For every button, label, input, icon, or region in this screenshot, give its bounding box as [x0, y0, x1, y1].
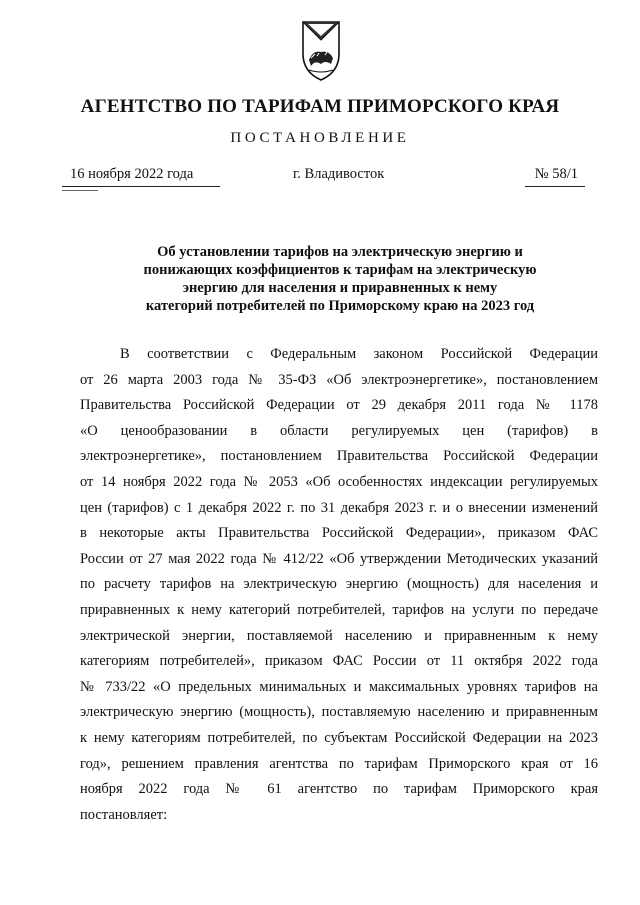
document-city: г. Владивосток: [293, 166, 385, 182]
body-line: от 14 ноября 2022 года № 2053 «Об особенностях индексации регулируемых: [80, 473, 598, 490]
body-line: по расчету тарифов на электрическую энергию (мощность) для населения и: [80, 576, 598, 593]
body-line: Правительства Российской Федерации от 29 декабря 2011 года № 1178: [80, 397, 598, 414]
body-line: электрической энергии, поставляемой населению и приравненным к нему: [80, 627, 598, 644]
number-underline: [525, 186, 585, 187]
body-line: «О ценообразовании в области регулируемых цен (тарифов) в: [80, 422, 598, 439]
body-line: приравненных к нему категорий потребителей, тарифов на услуги по передаче: [80, 601, 598, 618]
title-line: понижающих коэффициентов к тарифам на электрическую: [143, 262, 537, 278]
body-line: от 26 марта 2003 года № 35-ФЗ «Об электроэнергетике», постановлением: [80, 371, 598, 388]
document-date: 16 ноября 2022 года: [70, 166, 194, 182]
date-underline: [62, 186, 220, 187]
body-line: цен (тарифов) с 1 декабря 2022 г. по 31 декабря 2023 г. и о внесении изменений: [80, 499, 598, 516]
document-title: [120, 243, 560, 315]
title-line: категорий потребителей по Приморскому краю на 2023 год: [145, 298, 535, 314]
body-line: России от 27 мая 2022 года № 412/22 «Об утверждении Методических указаний: [80, 550, 598, 567]
title-line: Об установлении тарифов на электрическую энергию и: [157, 244, 523, 260]
body-line: в некоторые акты Правительства Российской Федерации», приказом ФАС: [80, 525, 598, 542]
document-type: ПОСТАНОВЛЕНИЕ: [230, 130, 410, 146]
document-body: [80, 342, 598, 828]
body-line: № 733/22 «О предельных минимальных и максимальных уровнях тарифов на: [80, 678, 598, 695]
body-line: В соответствии с Федеральным законом Российской Федерации: [120, 346, 598, 362]
body-line: постановляет:: [80, 806, 168, 823]
title-line: энергию для населения и приравненных к нему: [182, 280, 498, 296]
body-line: электроэнергетике», постановлением Правительства Российской Федерации: [80, 448, 598, 465]
agency-name: АГЕНТСТВО ПО ТАРИФАМ ПРИМОРСКОГО КРАЯ: [80, 96, 560, 117]
date-underline-secondary: [62, 190, 98, 191]
coat-of-arms-icon: [299, 20, 343, 82]
body-line: ноября 2022 года № 61 агентство по тарифам Приморского края: [80, 781, 598, 798]
body-line: категориям потребителей», приказом ФАС России от 11 октября 2022 года: [80, 653, 598, 670]
document-number: № 58/1: [534, 166, 578, 182]
body-line: электрическую энергию (мощность), поставляемую населению и приравненным: [80, 704, 598, 721]
body-line: к нему категориям потребителей, по субъектам Российской Федерации на 2023: [80, 729, 598, 746]
body-line: год», решением правления агентства по тарифам Приморского края от 16: [80, 755, 598, 772]
